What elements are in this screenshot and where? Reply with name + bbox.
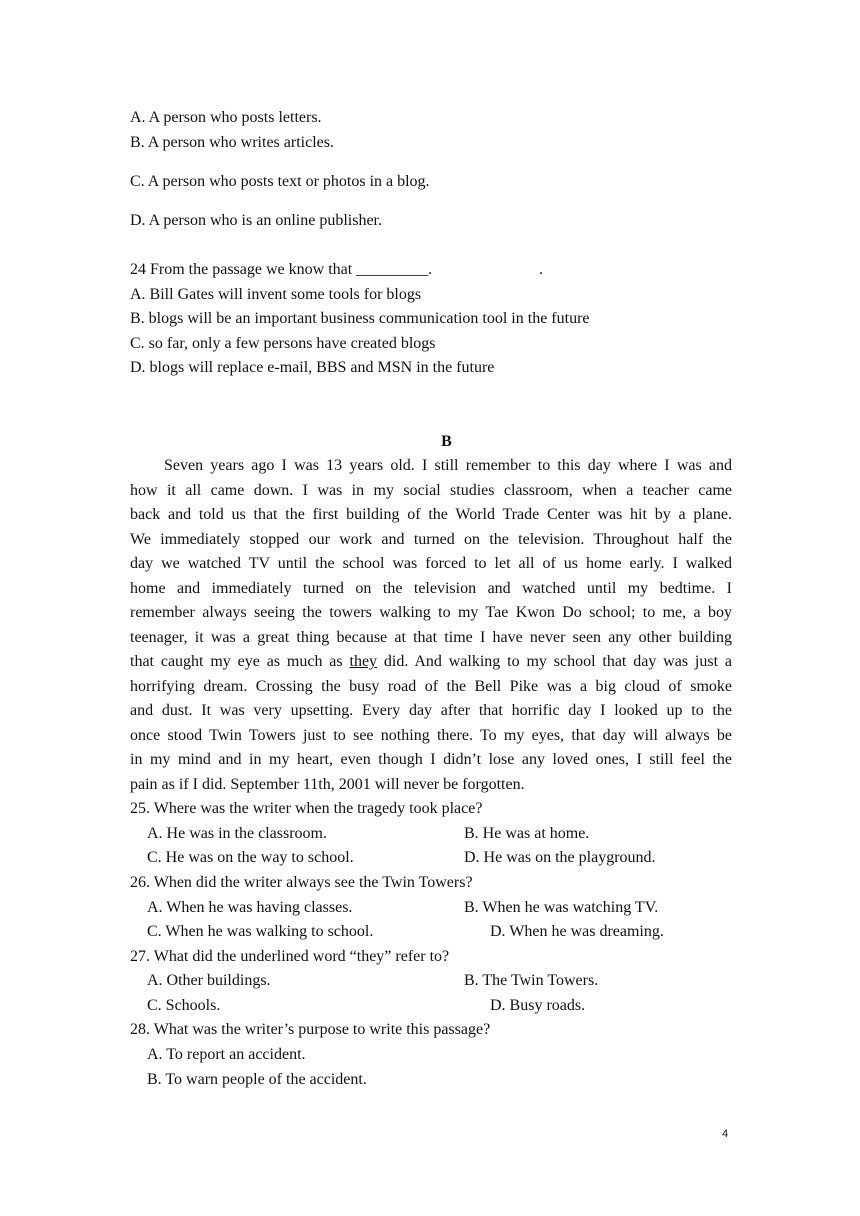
passage-line: once stood Twin Towers just to see nothing there. To my eyes, that day will always be: [130, 726, 732, 744]
passage-line: how it all came down. I was in my social studies classroom, when a teacher came: [130, 481, 732, 499]
section-heading: B: [441, 433, 452, 450]
q27-option-d: D. Busy roads.: [490, 997, 586, 1014]
q25-option-c: C. He was on the way to school.: [147, 849, 354, 866]
q23-option-b: B. A person who writes articles.: [130, 134, 334, 151]
page-number: 4: [722, 1128, 729, 1140]
passage: [130, 454, 732, 797]
underlined-word-they: they: [349, 653, 378, 670]
passage-line: pain as if I did. September 11th, 2001 will never be forgotten.: [130, 775, 525, 793]
passage-text: did. And walking to my school that day was just a: [377, 653, 732, 670]
passage-line: We immediately stopped our work and turned on the television. Throughout half the: [130, 530, 732, 548]
q24-option-d: D. blogs will replace e-mail, BBS and MSN in the future: [130, 359, 495, 376]
q26-stem: 26. When did the writer always see the Twin Towers?: [130, 874, 473, 891]
q26-option-b: B. When he was watching TV.: [464, 899, 659, 916]
passage-line: back and told us that the first building of the World Trade Center was hit by a plane.: [130, 506, 732, 523]
q25-option-b: B. He was at home.: [464, 825, 590, 842]
q24-stem: 24 From the passage we know that _________.: [130, 261, 433, 278]
q26-option-c: C. When he was walking to school.: [147, 923, 374, 940]
q24-stem-mark: .: [539, 261, 543, 278]
q28-option-a: A. To report an accident.: [147, 1046, 306, 1063]
q24-option-b: B. blogs will be an important business communication tool in the future: [130, 310, 590, 327]
passage-line: in my mind and in my heart, even though I didn’t lose any loved ones, I still feel the: [130, 751, 732, 768]
passage-line: and dust. It was very upsetting. Every day after that horrific day I looked up to the: [130, 702, 732, 719]
passage-line: day we watched TV until the school was forced to let all of us home early. I walked: [130, 555, 732, 572]
q24-option-a: A. Bill Gates will invent some tools for blogs: [130, 286, 422, 303]
passage-line: [130, 650, 732, 675]
q25-stem: 25. Where was the writer when the tragedy took place?: [130, 800, 483, 817]
q23-option-c: C. A person who posts text or photos in a blog.: [130, 173, 430, 190]
q28-option-b: B. To warn people of the accident.: [147, 1071, 367, 1088]
passage-text: that caught my eye as much as: [130, 653, 343, 670]
q25-option-a: A. He was in the classroom.: [147, 825, 327, 842]
q27-option-a: A. Other buildings.: [147, 972, 271, 989]
q28-stem: 28. What was the writer’s purpose to write this passage?: [130, 1021, 491, 1038]
passage-line: teenager, it was a great thing because at that time I have never seen any other building: [130, 628, 732, 646]
q24-option-c: C. so far, only a few persons have created blogs: [130, 335, 436, 352]
passage-line: horrifying dream. Crossing the busy road of the Bell Pike was a big cloud of smoke: [130, 677, 732, 695]
passage-line: remember always seeing the towers walking to my Tae Kwon Do school; to me, a boy: [130, 604, 732, 621]
passage-line: Seven years ago I was 13 years old. I still remember to this day where I was and: [164, 457, 732, 474]
q27-stem: 27. What did the underlined word “they” refer to?: [130, 948, 450, 965]
q27-option-c: C. Schools.: [147, 997, 221, 1014]
q26-option-d: D. When he was dreaming.: [490, 923, 664, 940]
q27-option-b: B. The Twin Towers.: [464, 972, 599, 989]
q25-option-d: D. He was on the playground.: [464, 849, 656, 866]
q23-option-d: D. A person who is an online publisher.: [130, 212, 382, 229]
q26-option-a: A. When he was having classes.: [147, 899, 353, 916]
q23-option-a: A. A person who posts letters.: [130, 109, 322, 126]
passage-line: home and immediately turned on the television and watched until my bedtime. I: [130, 579, 732, 597]
